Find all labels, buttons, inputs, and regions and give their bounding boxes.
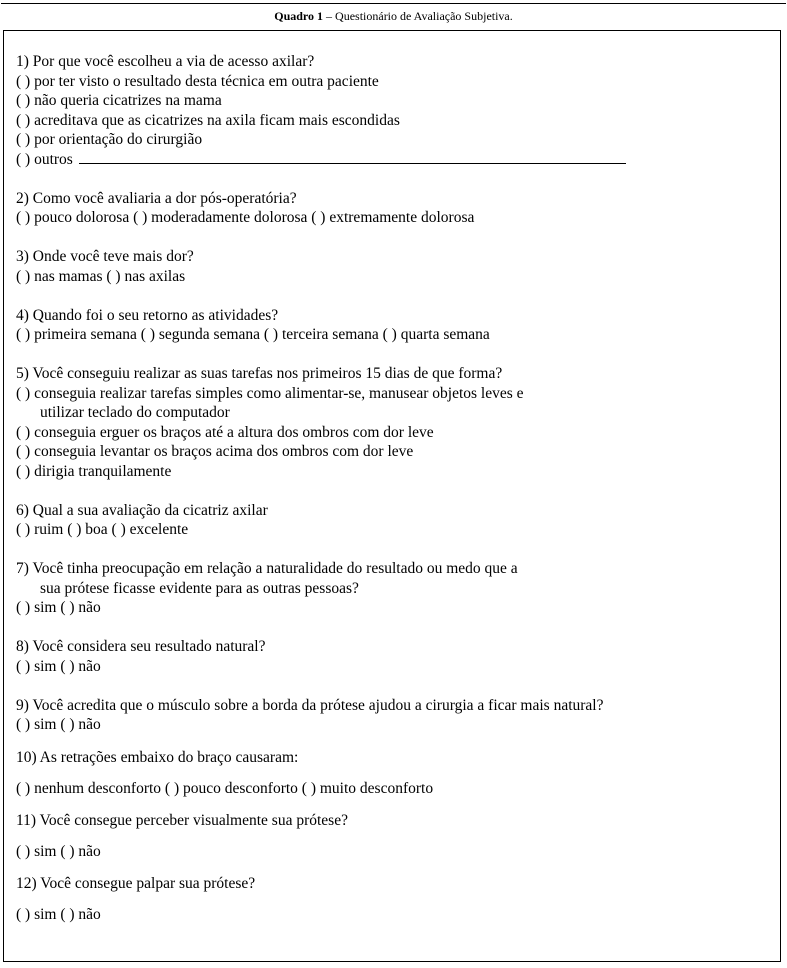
q8-options[interactable]: ( ) sim ( ) não <box>16 657 101 675</box>
question-7: 7) Você tinha preocupação em relação a naturalidade do resultado ou medo que a <box>16 560 518 577</box>
q5-option-4[interactable]: ( ) dirigia tranquilamente <box>16 462 172 480</box>
q5-option-1[interactable]: ( ) conseguia realizar tarefas simples como alimentar-se, manusear objetos leves e <box>16 384 524 402</box>
question-3: 3) Onde você teve mais dor? <box>16 248 194 265</box>
question-1: 1) Por que você escolheu a via de acesso axilar? <box>16 53 315 70</box>
question-4: 4) Quando foi o seu retorno as atividades? <box>16 306 279 324</box>
top-rule <box>1 3 786 4</box>
q1-option-3[interactable]: ( ) acreditava que as cicatrizes na axila ficam mais escondidas <box>16 111 400 129</box>
q9-options[interactable]: ( ) sim ( ) não <box>16 716 101 733</box>
question-9: 9) Você acredita que o músculo sobre a borda da prótese ajudou a cirurgia a ficar mais natural? <box>16 696 604 714</box>
caption-text: – Questionário de Avaliação Subjetiva. <box>323 9 513 23</box>
q5-option-1-cont: utilizar teclado do computador <box>40 404 230 421</box>
q1-option-4[interactable]: ( ) por orientação do cirurgião <box>16 131 203 148</box>
q6-options[interactable]: ( ) ruim ( ) boa ( ) excelente <box>16 521 189 538</box>
question-7-cont: sua prótese ficasse evidente para as outras pessoas? <box>40 579 359 597</box>
q1-option-1[interactable]: ( ) por ter visto o resultado desta técnica em outra paciente <box>16 72 379 90</box>
questionnaire-content <box>16 52 756 925</box>
question-2: 2) Como você avaliaria a dor pós-operatória? <box>16 189 297 207</box>
question-6: 6) Qual a sua avaliação da cicatriz axilar <box>16 501 268 519</box>
q10-options[interactable]: ( ) nenhum desconforto ( ) pouco desconforto ( ) muito desconforto <box>16 780 434 797</box>
question-5: 5) Você conseguiu realizar as suas tarefas nos primeiros 15 dias de que forma? <box>16 365 503 382</box>
question-10: 10) As retrações embaixo do braço causaram: <box>16 748 299 766</box>
q12-options[interactable]: ( ) sim ( ) não <box>16 906 101 923</box>
q2-options[interactable]: ( ) pouco dolorosa ( ) moderadamente dolorosa ( ) extremamente dolorosa <box>16 209 475 226</box>
q1-option-5[interactable]: ( ) outros <box>16 150 73 168</box>
caption-label: Quadro 1 <box>274 9 324 23</box>
question-8: 8) Você considera seu resultado natural? <box>16 638 266 655</box>
q1-option-5-row <box>16 150 756 170</box>
q7-options[interactable]: ( ) sim ( ) não <box>16 599 101 616</box>
q5-option-3[interactable]: ( ) conseguia levantar os braços acima dos ombros com dor leve <box>16 443 414 460</box>
q5-option-2[interactable]: ( ) conseguia erguer os braços até a altura dos ombros com dor leve <box>16 423 434 441</box>
question-11: 11) Você consegue perceber visualmente sua prótese? <box>16 811 348 829</box>
question-12: 12) Você consegue palpar sua prótese? <box>16 874 256 892</box>
q3-options[interactable]: ( ) nas mamas ( ) nas axilas <box>16 267 186 285</box>
table-caption <box>0 9 787 23</box>
q1-option-2[interactable]: ( ) não queria cicatrizes na mama <box>16 92 222 109</box>
others-fill-line[interactable] <box>79 151 626 164</box>
q4-options[interactable]: ( ) primeira semana ( ) segunda semana ( ) terceira semana ( ) quarta semana <box>16 326 490 343</box>
q11-options[interactable]: ( ) sim ( ) não <box>16 843 101 860</box>
